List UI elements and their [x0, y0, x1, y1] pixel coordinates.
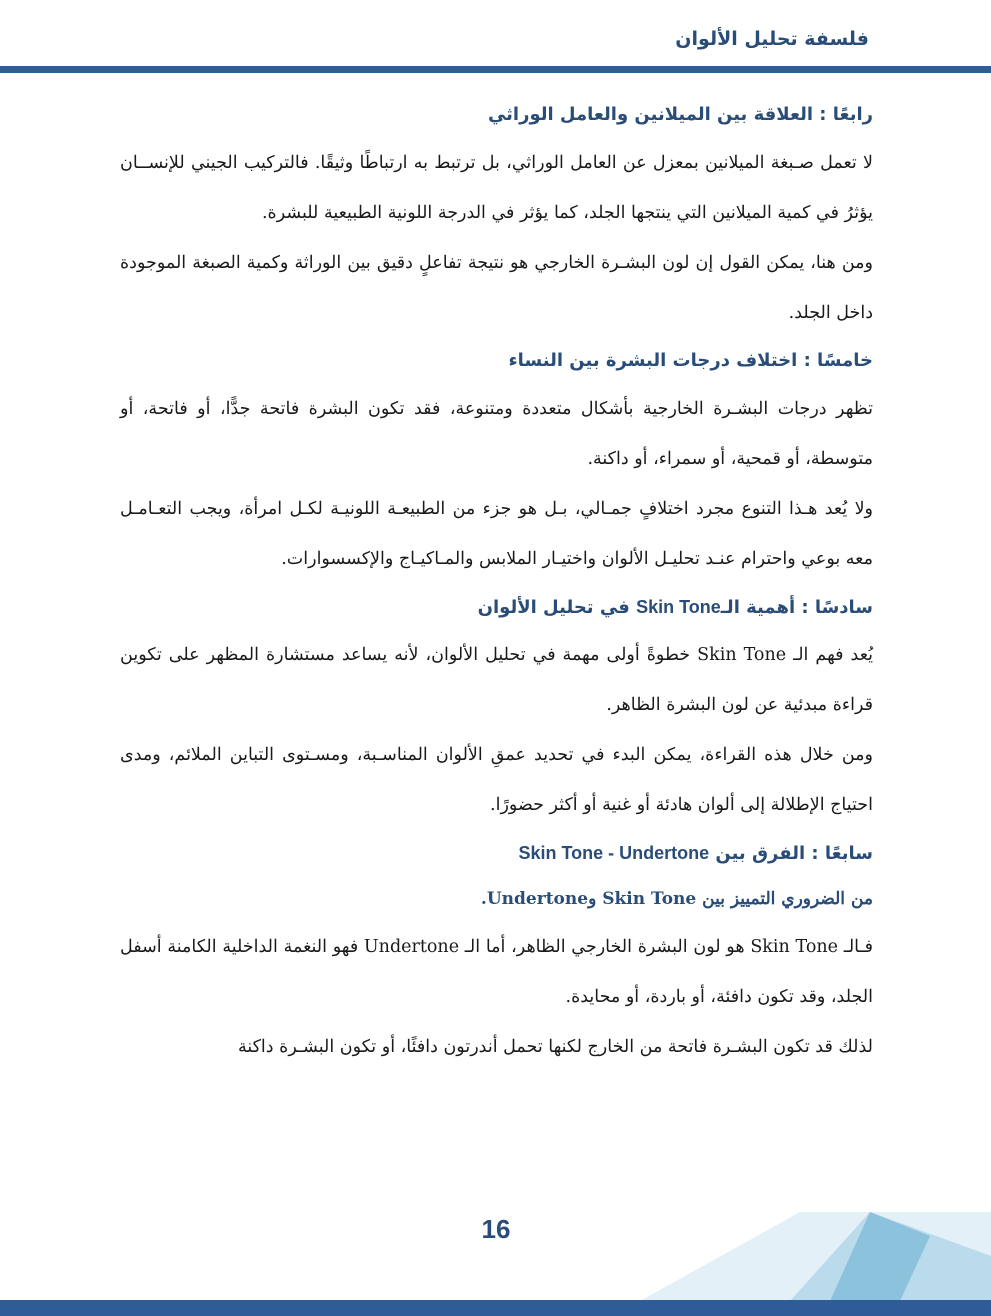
section-7-heading-prefix: سابعًا : الفرق بين	[709, 843, 873, 864]
page-header	[0, 0, 991, 75]
section-6-heading-prefix: سادسًا : أهمية الـ	[720, 597, 873, 618]
section-5-heading: خامسًا : اختلاف درجات البشرة بين النساء	[508, 350, 873, 371]
section-6-heading-suffix: في تحليل الألوان	[477, 597, 637, 618]
section-5-paragraph-2: ولا يُعد هـذا التنوع مجرد اختلافٍ جمـالي، بـل هو جزء من الطبيعـة اللونيـة لكـل امرأة، ويجب التعـامـل معه بوعي واحترام عنـد تحليـل الألوان واختيـار الملابس والمـاكيـاج والإكسسوارات.	[120, 499, 873, 569]
section-6-paragraph-1: يُعد فهم الـ Skin Tone خطوةً أولى مهمة في تحليل الألوان، لأنه يساعد مستشارة المظهر على تكوين قراءة مبدئية عن لون البشرة الظاهر.	[120, 645, 874, 715]
section-6-paragraph-2: ومن خلال هذه القراءة، يمكن البدء في تحديد عمقِ الألوان المناسـبة، ومسـتوى التباين الملائم، ومدى احتياج الإطلالة إلى ألوان هادئة أو غنية أو أكثر حضورًا.	[120, 745, 873, 815]
page-footer	[0, 1206, 991, 1316]
section-6-heading-term: Skin Tone	[636, 597, 721, 617]
section-5-paragraph-1: تظهر درجات البشـرة الخارجية بأشكال متعددة ومتنوعة، فقد تكون البشرة فاتحة جدًّا، أو فاتحة، أو متوسطة، أو قمحية، أو سمراء، أو داكنة.	[120, 399, 873, 469]
section-7-paragraph-2: لذلك قد تكون البشـرة فاتحة من الخارج لكنها تحمل أندرتون دافئًا، أو تكون البشـرة داكنة	[237, 1037, 873, 1057]
section-7-subheading: من الضروري التمييز بين Skin Tone وUndertone.	[480, 889, 873, 909]
footer-bar	[0, 1300, 991, 1316]
section-7-heading	[120, 830, 873, 876]
page-body	[120, 92, 873, 1072]
section-4-heading: رابعًا : العلاقة بين الميلانين والعامل الوراثي	[487, 104, 873, 125]
running-header-title: فلسفة تحليل الألوان	[675, 28, 869, 50]
section-7-paragraph-1: فـالـ Skin Tone هو لون البشرة الخارجي الظاهر، أما الـ Undertone فهو النغمة الداخلية الكامنة أسفل الجلد، وقد تكون دافئة، أو باردة، أو محايدة.	[120, 937, 873, 1007]
section-7-heading-term: Skin Tone - Undertone	[518, 843, 710, 863]
section-4-paragraph-2: ومن هنا، يمكن القول إن لون البشـرة الخارجي هو نتيجة تفاعلٍ دقيق بين الوراثة وكمية الصبغة الموجودة داخل الجلد.	[120, 253, 873, 323]
header-rule	[0, 66, 991, 73]
page-number: 16	[481, 1214, 511, 1244]
section-6-heading	[120, 584, 873, 630]
section-4-paragraph-1: لا تعمل صـبغة الميلانين بمعزل عن العامل الوراثي، بل ترتبط به ارتباطًا وثيقًا. فالتركيب الجيني للإنســان يؤثرُ في كمية الميلانين التي ينتجها الجلد، كما يؤثر في الدرجة اللونية الطبيعية للبشرة.	[120, 153, 873, 223]
